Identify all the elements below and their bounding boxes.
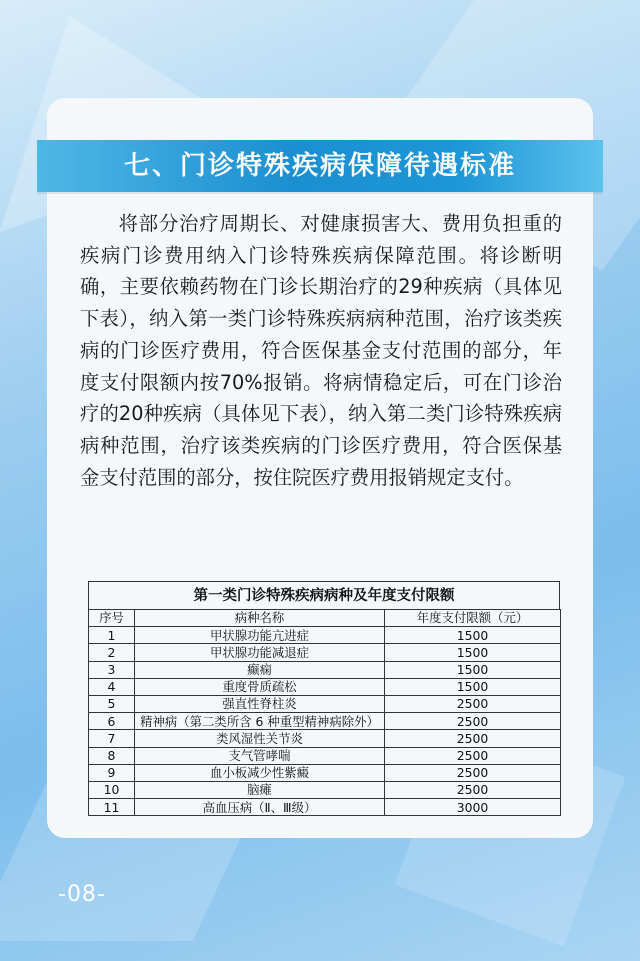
row-limit: 2500 [385, 781, 561, 798]
header-disease: 病种名称 [135, 610, 385, 627]
row-limit: 2500 [385, 747, 561, 764]
row-limit: 1500 [385, 644, 561, 661]
table-row [89, 678, 561, 695]
table-title: 第一类门诊特殊疾病病种及年度支付限额 [88, 581, 560, 609]
row-index: 8 [89, 747, 135, 764]
row-index: 3 [89, 661, 135, 678]
row-disease: 类风湿性关节炎 [135, 730, 385, 747]
row-index: 7 [89, 730, 135, 747]
table-row [89, 781, 561, 798]
disease-table [88, 581, 560, 816]
row-index: 2 [89, 644, 135, 661]
row-index: 9 [89, 764, 135, 781]
row-limit: 1500 [385, 627, 561, 644]
table-grid [88, 609, 561, 816]
row-limit: 2500 [385, 730, 561, 747]
row-limit: 2500 [385, 695, 561, 712]
row-disease: 精神病（第二类所含 6 种重型精神病除外） [135, 713, 385, 730]
table-row [89, 695, 561, 712]
row-disease: 强直性脊柱炎 [135, 695, 385, 712]
table-row [89, 747, 561, 764]
row-limit: 2500 [385, 764, 561, 781]
row-index: 4 [89, 678, 135, 695]
section-title: 七、门诊特殊疾病保障待遇标准 [123, 151, 516, 181]
header-limit: 年度支付限额（元） [385, 610, 561, 627]
section-title-banner [37, 140, 603, 192]
table-header-row [89, 610, 561, 627]
row-disease: 脑瘫 [135, 781, 385, 798]
row-limit: 1500 [385, 678, 561, 695]
table-row [89, 644, 561, 661]
row-disease: 高血压病（Ⅱ、Ⅲ级） [135, 799, 385, 816]
table-row [89, 799, 561, 816]
row-index: 11 [89, 799, 135, 816]
row-index: 10 [89, 781, 135, 798]
row-index: 5 [89, 695, 135, 712]
page-number: -08- [58, 882, 106, 907]
row-limit: 2500 [385, 713, 561, 730]
row-disease: 重度骨质疏松 [135, 678, 385, 695]
row-disease: 血小板减少性紫癜 [135, 764, 385, 781]
row-limit: 1500 [385, 661, 561, 678]
table-row [89, 730, 561, 747]
row-disease: 甲状腺功能减退症 [135, 644, 385, 661]
header-index: 序号 [89, 610, 135, 627]
body-paragraph: 将部分治疗周期长、对健康损害大、费用负担重的疾病门诊费用纳入门诊特殊疾病保障范围。将诊断明确，主要依赖药物在门诊长期治疗的29种疾病（具体见下表），纳入第一类门诊特殊疾病病种范围，治疗该类疾病的门诊医疗费用，符合医保基金支付范围的部分，年度支付限额内按70%报销。将病情稳定后，可在门诊治疗的20种疾病（具体见下表），纳入第二类门诊特殊疾病病种范围，治疗该类疾病的门诊医疗费用，符合医保基金支付范围的部分，按住院医疗费用报销规定支付。 [80, 212, 562, 489]
table-row [89, 661, 561, 678]
row-index: 6 [89, 713, 135, 730]
row-disease: 甲状腺功能亢进症 [135, 627, 385, 644]
table-row [89, 627, 561, 644]
row-disease: 支气管哮喘 [135, 747, 385, 764]
row-disease: 癫痫 [135, 661, 385, 678]
row-index: 1 [89, 627, 135, 644]
table-row [89, 764, 561, 781]
row-limit: 3000 [385, 799, 561, 816]
table-row [89, 713, 561, 730]
